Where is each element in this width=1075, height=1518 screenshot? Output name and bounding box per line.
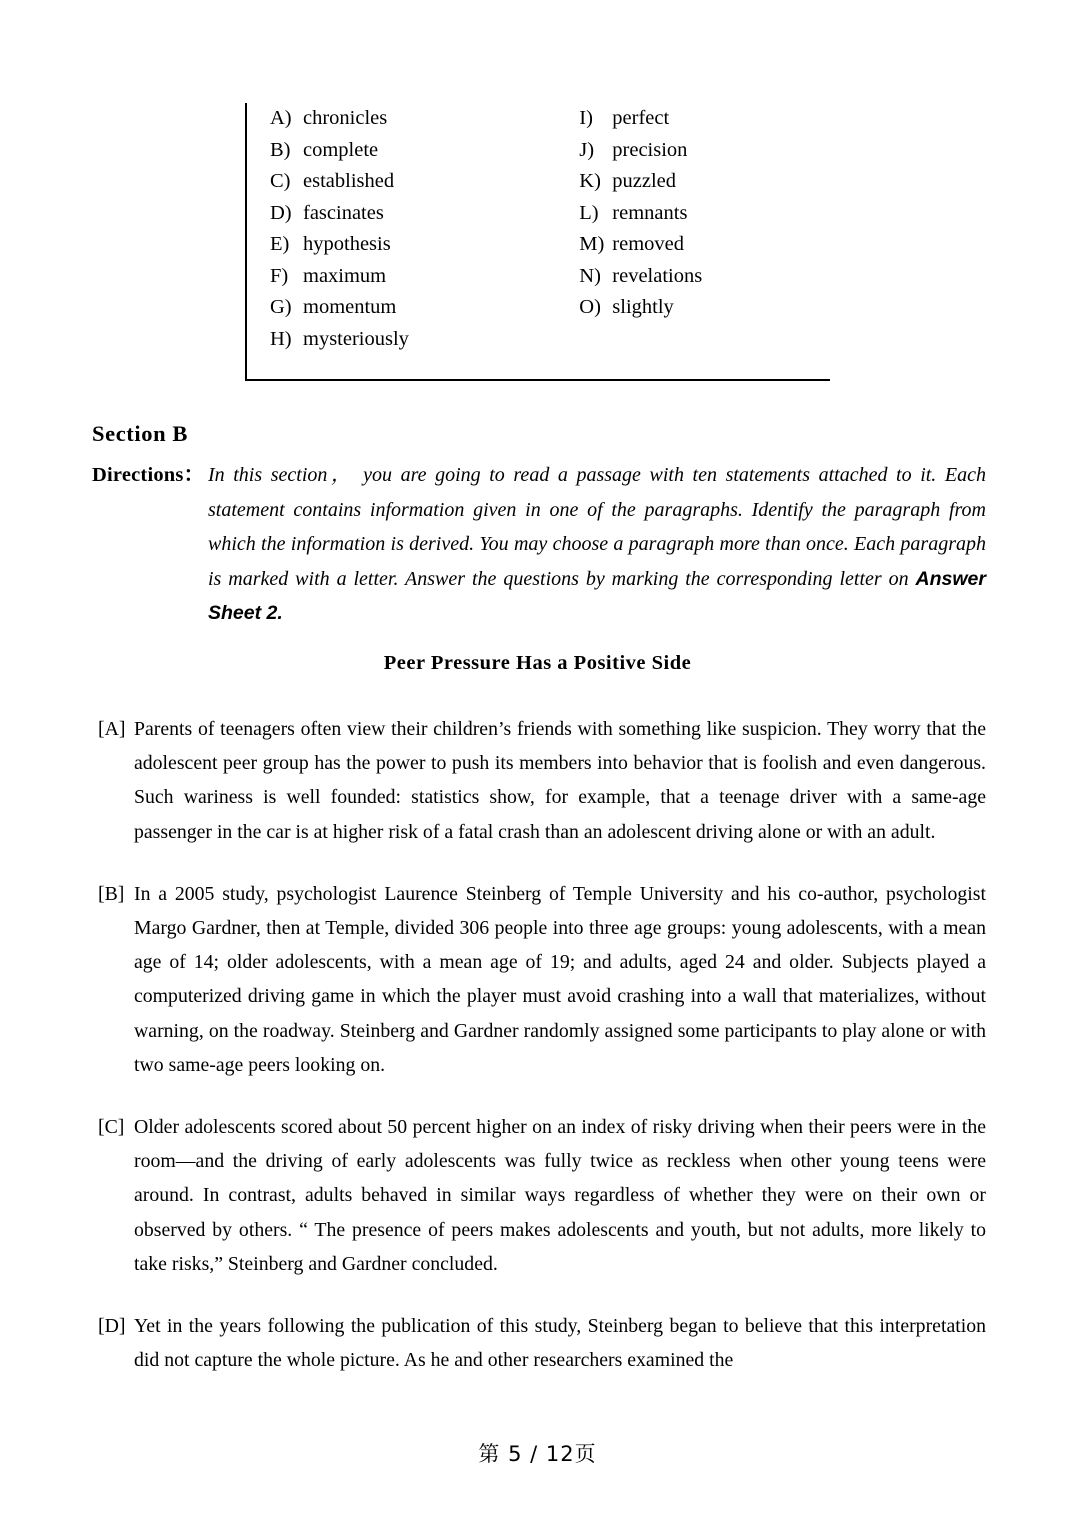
word-bank-option-f[interactable] (270, 261, 559, 293)
option-word: maximum (303, 264, 387, 287)
option-letter: O) (579, 296, 601, 318)
word-bank-option-e[interactable] (270, 229, 559, 261)
option-letter: N) (579, 264, 601, 287)
option-word: mysteriously (303, 327, 409, 350)
option-letter: H) (270, 327, 292, 350)
option-letter: J) (579, 138, 595, 161)
directions-paragraph (92, 458, 986, 631)
option-word: established (303, 170, 395, 192)
option-word: revelations (612, 264, 703, 287)
paragraph-text: Parents of teenagers often view their children’s friends with something like suspicion. They worry that the adolescent peer group has the power to push its members into behavior that is foolish and even dangerous. Such wariness is well founded: statistics show, for example, that a teenage driver with a same-age passenger in the car is at higher risk of a fatal crash than an adolescent driving alone or with an adult. (134, 718, 986, 843)
word-bank-option-k[interactable] (579, 166, 830, 198)
paragraph-text: Yet in the years following the publication of this study, Steinberg began to believe that this interpretation did not capture the whole picture. As he and other researchers examined the (134, 1315, 986, 1372)
option-letter: G) (270, 296, 292, 318)
word-bank-option-m[interactable] (579, 229, 830, 261)
option-word: chronicles (303, 107, 388, 129)
option-letter: L) (579, 201, 599, 224)
option-letter: B) (270, 138, 291, 161)
word-bank-option-j[interactable] (579, 135, 830, 167)
word-bank-option-b[interactable] (270, 135, 559, 167)
page-footer: 第 5 / 12页 (478, 1442, 597, 1466)
word-bank-option-i[interactable] (579, 103, 830, 135)
option-letter: A) (270, 107, 292, 129)
option-word: perfect (612, 107, 670, 129)
word-bank-option-l[interactable] (579, 198, 830, 230)
word-bank-option-c[interactable] (270, 166, 559, 198)
paragraph-text: In a 2005 study, psychologist Laurence Steinberg of Temple University and his co-author, psychologist Margo Gardner, then at Temple, divided 306 people into three age groups: young adolescents, with a mean age of 14; older adolescents, with a mean age of 19; and adults, aged 24 and older. Subjects played a computerized driving game in which the player must avoid crashing into a wall that materializes, without warning, on the roadway. Steinberg and Gardner randomly assigned some participants to play alone or with two same-age peers looking on. (134, 882, 986, 1076)
option-letter: E) (270, 233, 290, 255)
word-bank-column-right (559, 103, 830, 355)
word-bank-option-d[interactable] (270, 198, 559, 230)
word-bank-option-g[interactable] (270, 292, 559, 324)
paragraph-label: [A] (98, 718, 126, 740)
option-letter: D) (270, 201, 292, 224)
paragraph-label: [C] (98, 1116, 125, 1139)
word-bank-columns (247, 103, 830, 355)
option-letter: M) (579, 233, 605, 255)
word-bank-box (245, 103, 830, 381)
word-bank-column-left (247, 103, 559, 355)
word-bank-option-h[interactable] (270, 324, 559, 356)
passage-body (98, 712, 986, 1377)
option-word: remnants (612, 201, 688, 224)
word-bank-option-o[interactable] (579, 292, 830, 324)
directions-block (92, 458, 986, 631)
option-word: slightly (612, 296, 674, 318)
paragraph-text: Older adolescents scored about 50 percent higher on an index of risky driving when their peers were in the room—and the driving of early adolescents was fully twice as reckless when other young teens were around. In contrast, adults behaved in similar ways regardless of whether they were on their own or observed by others. “ The presence of peers makes adolescents and youth, but not adults, more likely to take risks,” Steinberg and Gardner concluded. (134, 1116, 986, 1275)
section-heading: Section B (92, 421, 189, 446)
option-letter: K) (579, 170, 601, 192)
option-word: removed (612, 233, 685, 255)
passage-paragraph-d (98, 1309, 986, 1377)
word-bank-option-n[interactable] (579, 261, 830, 293)
option-word: hypothesis (303, 233, 391, 255)
option-letter: I) (579, 107, 593, 129)
paragraph-label: [D] (98, 1315, 126, 1338)
directions-text: In this section， you are going to read a passage with ten statements attached to it. Each statement contains information given in one of the paragraphs. Identify the paragraph from which the information is derived. You may choose a paragraph more than once. Each paragraph is marked with a letter. Answer the questions by marking the corresponding letter on (208, 464, 986, 590)
answer-sheet-emphasis: Answer Sheet 2. (208, 567, 986, 624)
word-bank-option-a[interactable] (270, 103, 559, 135)
passage-title: Peer Pressure Has a Positive Side (383, 652, 692, 674)
paragraph-label: [B] (98, 882, 125, 905)
option-word: complete (303, 138, 379, 161)
option-letter: F) (270, 264, 289, 287)
passage-paragraph-b (98, 877, 986, 1082)
option-word: momentum (303, 296, 397, 318)
option-letter: C) (270, 170, 291, 192)
option-word: precision (612, 138, 688, 161)
option-word: puzzled (612, 170, 677, 192)
option-word: fascinates (303, 201, 384, 224)
directions-label: Directions： (92, 464, 205, 486)
passage-paragraph-c (98, 1110, 986, 1281)
passage-paragraph-a (98, 712, 986, 849)
